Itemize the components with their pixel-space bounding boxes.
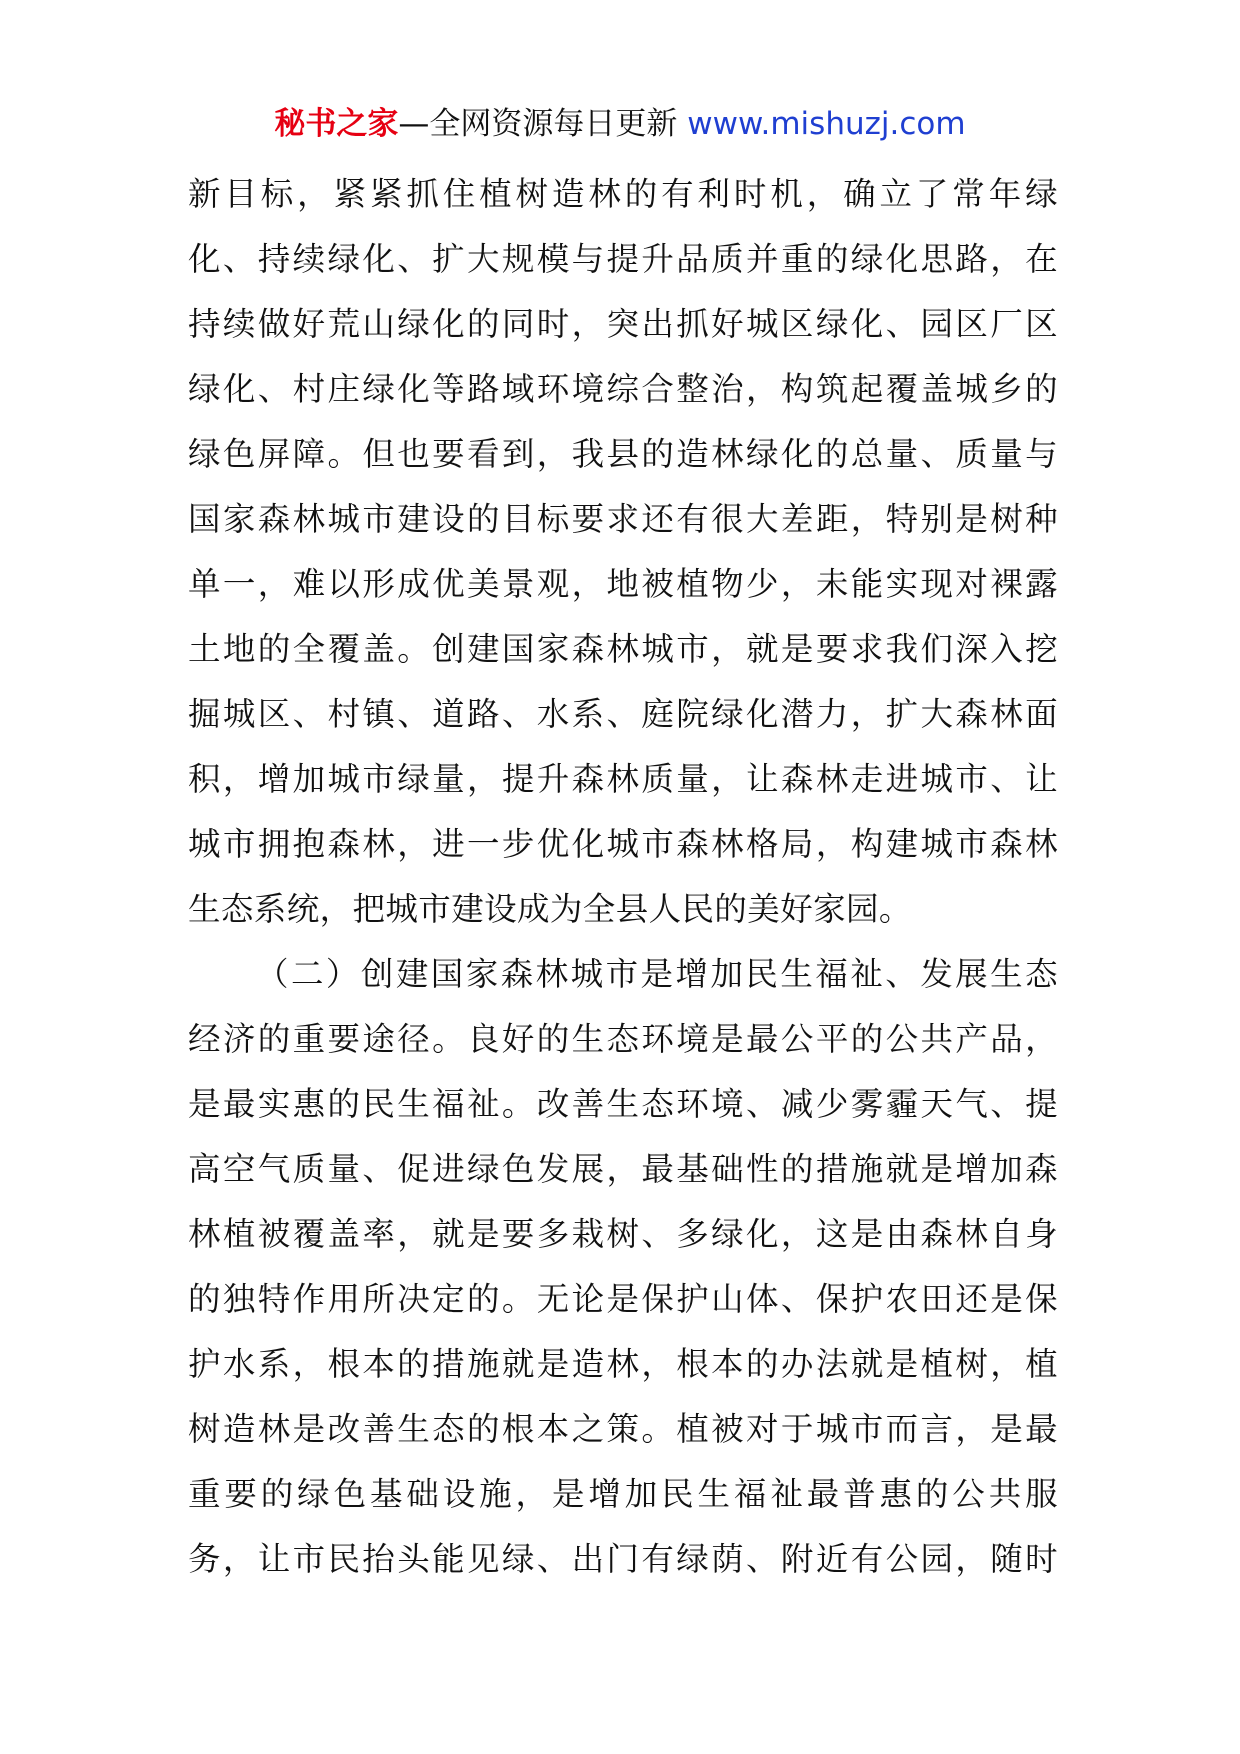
text-line: 积，增加城市绿量，提升森林质量，让森林走进城市、让 bbox=[188, 760, 1058, 798]
paragraph-1 bbox=[188, 162, 1058, 942]
text-line: 新目标，紧紧抓住植树造林的有利时机，确立了常年绿 bbox=[188, 175, 1058, 213]
text-line: 土地的全覆盖。创建国家森林城市，就是要求我们深入挖 bbox=[188, 630, 1058, 668]
text-line: 经济的重要途径。良好的生态环境是最公平的公共产品， bbox=[188, 1020, 1058, 1058]
text-line: 的独特作用所决定的。无论是保护山体、保护农田还是保 bbox=[188, 1280, 1058, 1318]
text-line: 是最实惠的民生福祉。改善生态环境、减少雾霾天气、提 bbox=[188, 1085, 1058, 1123]
text-line: 绿色屏障。但也要看到，我县的造林绿化的总量、质量与 bbox=[188, 435, 1058, 473]
text-line: 国家森林城市建设的目标要求还有很大差距，特别是树种 bbox=[188, 500, 1058, 538]
header-tagline: —全网资源每日更新 bbox=[398, 106, 678, 142]
text-line: 重要的绿色基础设施，是增加民生福祉最普惠的公共服 bbox=[188, 1475, 1058, 1513]
text-line: 掘城区、村镇、道路、水系、庭院绿化潜力，扩大森林面 bbox=[188, 695, 1058, 733]
text-line: 树造林是改善生态的根本之策。植被对于城市而言，是最 bbox=[188, 1410, 1058, 1448]
paragraph-2 bbox=[188, 942, 1058, 1592]
text-line: 化、持续绿化、扩大规模与提升品质并重的绿化思路，在 bbox=[188, 240, 1058, 278]
document-body bbox=[188, 162, 1058, 1592]
text-line: 高空气质量、促进绿色发展，最基础性的措施就是增加森 bbox=[188, 1150, 1058, 1188]
text-line: 护水系，根本的措施就是造林，根本的办法就是植树，植 bbox=[188, 1345, 1058, 1383]
text-line: （二）创建国家森林城市是增加民生福祉、发展生态 bbox=[256, 955, 1058, 993]
text-line: 城市拥抱森林，进一步优化城市森林格局，构建城市森林 bbox=[188, 825, 1058, 863]
text-line: 务，让市民抬头能见绿、出门有绿荫、附近有公园，随时 bbox=[188, 1540, 1058, 1578]
text-line: 生态系统，把城市建设成为全县人民的美好家园。 bbox=[188, 890, 912, 928]
page-header bbox=[0, 100, 1240, 148]
text-line: 持续做好荒山绿化的同时，突出抓好城区绿化、园区厂区 bbox=[188, 305, 1058, 343]
text-line: 林植被覆盖率，就是要多栽树、多绿化，这是由森林自身 bbox=[188, 1215, 1058, 1253]
brand-name: 秘书之家 bbox=[274, 106, 399, 142]
site-url-link[interactable]: www.mishuzj.com bbox=[687, 106, 966, 142]
text-line: 绿化、村庄绿化等路域环境综合整治，构筑起覆盖城乡的 bbox=[188, 370, 1058, 408]
text-line: 单一，难以形成优美景观，地被植物少，未能实现对裸露 bbox=[188, 565, 1058, 603]
